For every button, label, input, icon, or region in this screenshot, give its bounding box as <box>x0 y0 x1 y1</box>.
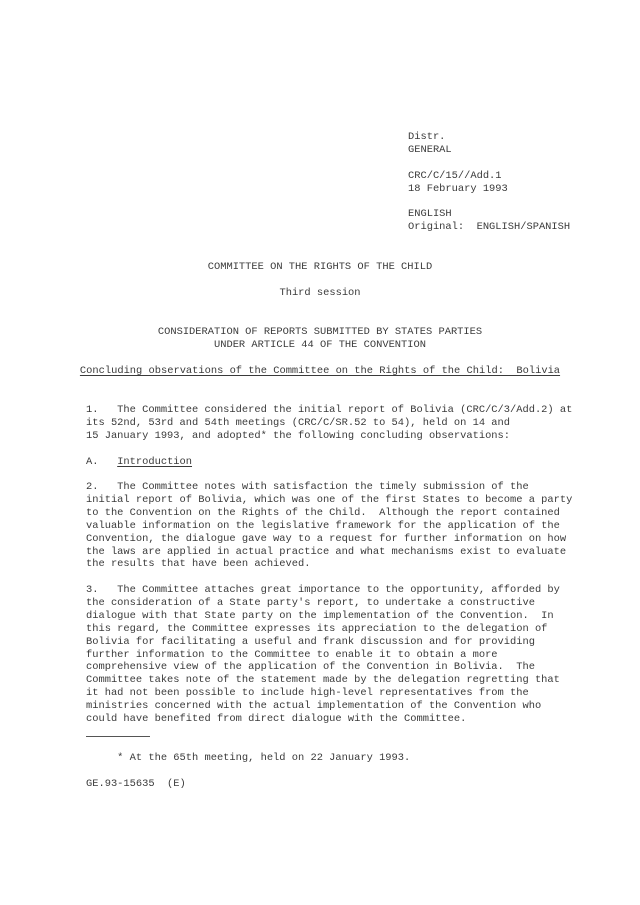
document-language: ENGLISH <box>408 208 452 221</box>
consideration-line-1: CONSIDERATION OF REPORTS SUBMITTED BY STATES PARTIES <box>157 326 483 338</box>
document-date: 18 February 1993 <box>408 182 508 195</box>
distr-label: Distr. <box>408 131 446 143</box>
paragraph-line: the results that have been achieved. <box>86 558 311 571</box>
paragraph-line: valuable information on the legislative framework for the application of the <box>86 519 560 532</box>
paragraph-3 <box>86 584 606 726</box>
session-heading <box>0 287 640 300</box>
paragraph-line: 1. The Committee considered the initial report of Bolivia (CRC/C/3/Add.2) at <box>86 404 573 416</box>
consideration-heading <box>0 326 640 352</box>
distribution-block <box>408 131 570 247</box>
paragraph-line: further information to the Committee to enable it to obtain a more <box>86 648 498 661</box>
paragraph-line: the laws are applied in actual practice and what mechanisms exist to evaluate <box>86 545 567 558</box>
paragraph-line: this regard, the Committee expresses its appreciation to the delegation of <box>86 622 548 635</box>
footnote-text: * At the 65th meeting, held on 22 January 1993. <box>86 752 411 764</box>
section-number: A. <box>86 456 118 468</box>
distr-value: GENERAL <box>408 143 452 156</box>
footnote <box>86 752 606 765</box>
paragraph-line: comprehensive view of the application of the Convention in Bolivia. The <box>86 661 535 674</box>
document-symbol-block <box>408 170 570 196</box>
job-number-text: GE.93-15635 (E) <box>86 778 186 790</box>
section-title: Introduction <box>117 456 193 468</box>
paragraph-line: initial report of Bolivia, which was one of the first States to become a party <box>86 493 573 506</box>
subtitle-text: Concluding observations of the Committee on the Rights of the Child: Bolivia <box>79 365 561 377</box>
paragraph-line: its 52nd, 53rd and 54th meetings (CRC/C/SR.52 to 54), held on 14 and <box>86 416 511 429</box>
paragraph-line: ministries concerned with the actual implementation of the Convention who <box>86 700 542 713</box>
paragraph-line: it had not been possible to include high-level representatives from the <box>86 687 529 700</box>
paragraph-line: to the Convention on the Rights of the Child. Although the report contained <box>86 506 560 519</box>
section-a-heading <box>86 456 606 469</box>
paragraph-line: the consideration of a State party's report, to undertake a constructive <box>86 596 535 609</box>
paragraph-line: 15 January 1993, and adopted* the following concluding observations: <box>86 429 511 442</box>
footnote-divider <box>86 736 150 737</box>
paragraph-2 <box>86 481 606 571</box>
paragraph-line: Convention, the dialogue gave way to a request for further information on how <box>86 532 567 545</box>
paragraph-line: 3. The Committee attaches great importance to the opportunity, afforded by <box>86 584 560 596</box>
original-language: Original: ENGLISH/SPANISH <box>408 221 571 234</box>
session-name: Third session <box>279 287 361 299</box>
consideration-line-2: UNDER ARTICLE 44 OF THE CONVENTION <box>213 338 426 351</box>
paragraph-line: Bolivia for facilitating a useful and frank discussion and for providing <box>86 635 535 648</box>
paragraph-line: 2. The Committee notes with satisfaction the timely submission of the <box>86 481 529 493</box>
paragraph-line: could have benefited from direct dialogue with the Committee. <box>86 713 467 726</box>
paragraph-1 <box>86 404 606 443</box>
language-block <box>408 208 570 234</box>
committee-name: COMMITTEE ON THE RIGHTS OF THE CHILD <box>207 261 433 273</box>
paragraph-line: Committee takes note of the statement made by the delegation regretting that <box>86 674 560 687</box>
committee-heading <box>0 261 640 274</box>
paragraph-line: dialogue with that State party on the implementation of the Convention. In <box>86 609 554 622</box>
document-subtitle <box>0 365 640 378</box>
job-number <box>86 778 606 791</box>
document-symbol: CRC/C/15//Add.1 <box>408 169 502 182</box>
distribution-status <box>408 131 570 157</box>
